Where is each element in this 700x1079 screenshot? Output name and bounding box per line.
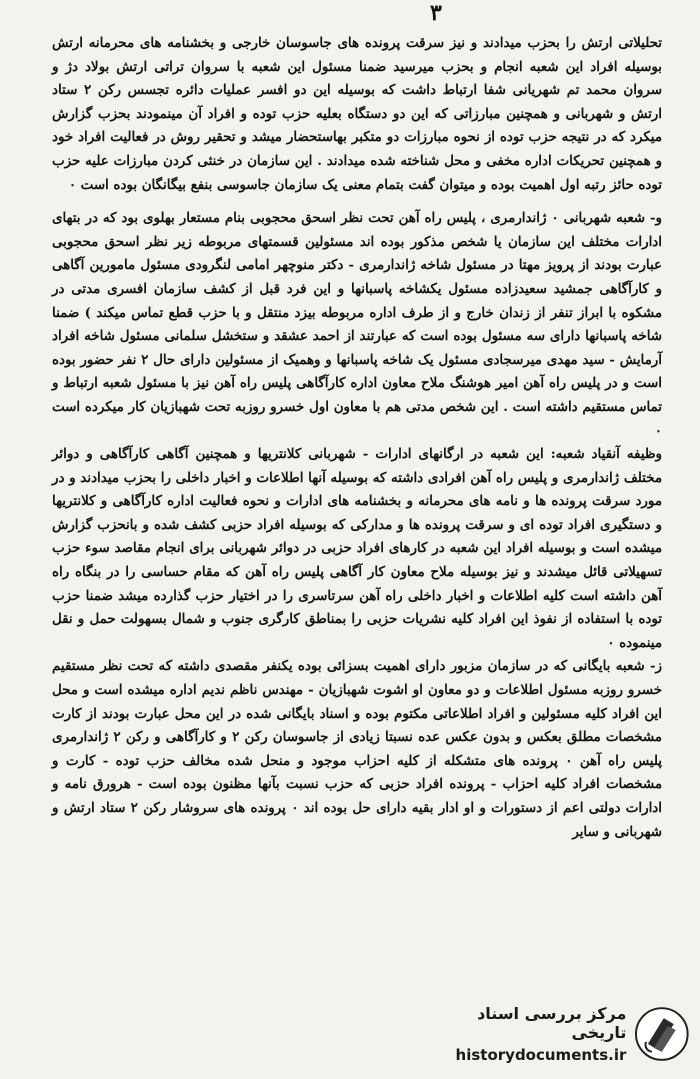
paragraph-branch-duties: وظیفه آنقیاد شعبه: این شعبه در ارگانهای ادارات - شهربانی کلانتریها و همچنین آگاهی کارآگاهی و دوائر مختلف ژاندارمری و پلیس راه آهن افرادی داشته که بوسیله آنها اطلاعات و اخبار داخلی را بحزب میدادند و در مورد سرقت پرونده ها و نامه های محرمانه و بخشنامه های ادارات و نحوه فعالیت اداره کارآگاهی و کلانتریها و دستگیری افراد توده ای و سرقت پرونده ها و مدارکی که بوسیله افراد حزبی کشف شده و بانحزب گزارش میشده است و بوسیله افراد این شعبه در کارهای افراد حزبی در دوائر شهربانی برای انجام مقاصد سوء حزب تسهیلاتی قائل میشدند و نیز بوسیله ملاح معاون کار آگاهی پلیس راه آهن که مقام حساسی را در بنگاه راه آهن داشته است کلیه اطلاعات و اخبار داخلی راه آهن سرتاسری را در اختیار حزب گذارده میشد ضمنا حزب توده با استفاده از نفوذ این افراد کلیه نشریات حزبی را بمناطق کارگری جنوب و شمال بسهولت حمل و نقل مینموده ٠ (52, 446, 662, 651)
watermark-text (418, 1004, 626, 1064)
paragraph-police-branch: و- شعبه شهربانی ٠ ژاندارمری ، پلیس راه آهن تحت نظر اسحق محجوبی بنام مستعار بهلوی بود که در بتهای ادارات مختلف این سازمان یا شخص مذکور بوده اند مسئولین قسمتهای مربوطه زیر نظر اسحق محجوبی عبارت بودند از پرویز مهتا در مسئول شاخه ژاندارمری - دکتر منوچهر امامی لنگرودی مسئول مامورین آگاهی و کارآگاهی جمشید سعیدزاده مسئول یکشاخه پاسبانها و این فرد قبل از کشف سازمان افسری مدتی در مشکوه با ابراز تنفر از زندان خارج و از طرف اداره مربوطه بیزد منتقل و با حزب قطع تماس میکند ) ضمنا شاخه پاسبانها دارای سه مسئول بوده است که عبارتند از احمد عشقد و ستخشل سلمانی مسئول شاخه افراد آرمایش - سید مهدی میرسجادی مسئول یک شاخه پاسبانها و وهمیک از مسئولین دارای حال ۲ نفر حضور بوده است و در پلیس راه آهن امیر هوشنگ ملاح معاون اداره کارآگاهی پلیس راه آهن نیز با مسئول شعبه ارتباط و تماس مستقیم داشته است . این شخص مدتی هم با معاون اول خسرو روزبه تحت شهبازیان کار میکرده است ٠ (52, 210, 663, 439)
archive-logo-icon (634, 1006, 690, 1062)
document-body (52, 32, 662, 844)
paragraph-archive-branch: ز- شعبه بایگانی که در سازمان مزبور دارای اهمیت بسزائی بوده یکنفر مقصدی داشته که تحت نظر مستقیم خسرو روزبه مسئول اطلاعات و دو معاون او اشوت شهبازیان - مهندس ناظم ندیم اداره میشده است و محل این افراد کلیه مسئولین و افراد اطلاعاتی مکتوم بوده و اسناد بایگانی شده در این محل عبارت بودند از کارت مشخصات مطلق بعکس و بدون عکس عده نسبتا زیادی از جاسوسان رکن ۲ و کارآگاهی و رکن ۲ ژاندارمری پلیس راه آهن ٠ پرونده های متشکله از کلیه احزاب موجود و منحل شده مخالف حزب توده - کارت و مشخصات افراد کلیه احزاب - پرونده افراد حزبی که حزب نسبت بآنها مظنون بوده است - هرورق نامه و ادارات دولتی اعم از دستورات و او ادار بقیه دارای حل بوده اند ٠ پرونده های سروشار رکن ۲ ستاد ارتش و شهربانی و سایر (52, 658, 663, 840)
paragraph-intelligence: تحلیلاتی ارتش را بحزب میدادند و نیز سرقت پرونده های جاسوسان خارجی و بخشنامه های محرمانه ارتش بوسیله افراد این شعبه انجام و بحزب میرسید ضمنا مسئول این شعبه با سروان تراتی ارتش بولاد دژ و سروان محمد تم شهریانی شفا ارتباط داشت که بوسیله این دو افسر عملیات دائره تجسس رکن ۲ ستاد ارتش و شهربانی و همچنین مبارزاتی که این دو دستگاه بعلیه حزب توده و افراد آن مینمودند بحزب گزارش میکرد که در نتیجه حزب توده از نحوه مبارزات دو متکبر بهاستحضار میشد و تحقیر روش در فعالیت افراد خود و همچنین تحریکات اداره مخفی و محل شناخته شده میدادند . این سازمان در خنثی کردن مبارزات علیه حزب توده حائز رتبه اول اهمیت بوده و میتوان گفت بتمام معنی یک سازمان جاسوسی بنفع بیگانگان بوده است ٠ (52, 35, 662, 193)
watermark (418, 1003, 690, 1065)
watermark-url: historydocuments.ir (455, 1046, 627, 1064)
watermark-name: مرکز بررسی اسناد تاریخی (477, 1004, 627, 1042)
page-number: ۳ (430, 0, 442, 26)
